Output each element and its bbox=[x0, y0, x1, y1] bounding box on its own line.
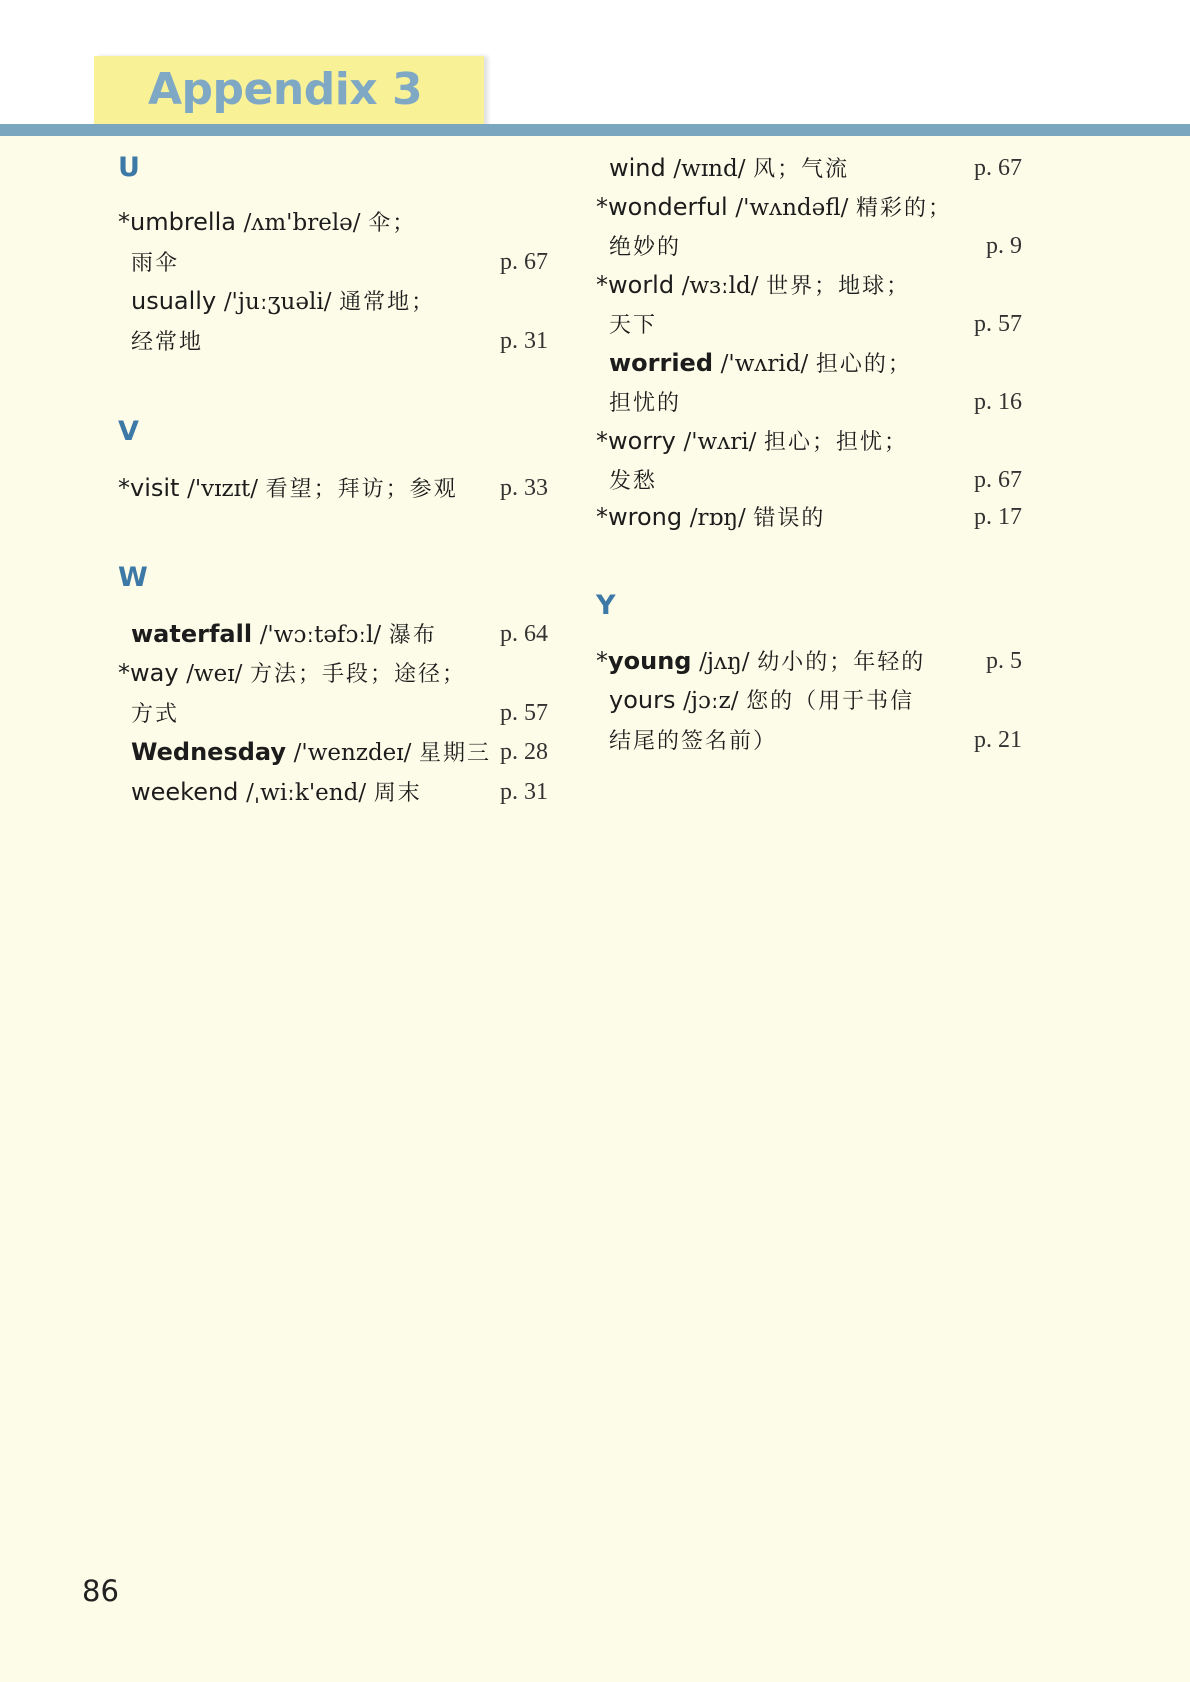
phonetic: /'juːʒuəli/ bbox=[223, 289, 332, 315]
phonetic: /'vɪzɪt/ bbox=[187, 476, 258, 502]
phonetic: /jɔːz/ bbox=[683, 688, 739, 714]
header-rule bbox=[0, 124, 1190, 136]
headword: visit bbox=[130, 474, 180, 502]
phonetic: /ʌm'brelə/ bbox=[243, 210, 361, 236]
phonetic: /wɜːld/ bbox=[681, 273, 759, 299]
translation: 通常地； bbox=[339, 290, 436, 315]
page-ref: p. 28 bbox=[500, 739, 548, 765]
phonetic: /weɪ/ bbox=[186, 661, 243, 687]
headword: umbrella bbox=[130, 208, 236, 236]
section-letter-v: V bbox=[118, 416, 139, 447]
translation: 错误的 bbox=[753, 506, 826, 531]
headword: worry bbox=[608, 427, 676, 455]
page-ref: p. 5 bbox=[986, 648, 1022, 674]
page-title: Appendix 3 bbox=[148, 64, 423, 115]
headword: weekend bbox=[131, 778, 239, 806]
translation: 周末 bbox=[373, 781, 422, 806]
page-ref: p. 64 bbox=[500, 621, 548, 647]
headword: wrong bbox=[608, 503, 683, 531]
headword: way bbox=[130, 659, 179, 687]
page-ref: p. 67 bbox=[974, 155, 1022, 181]
page-ref: p. 31 bbox=[500, 328, 548, 354]
page-ref: p. 33 bbox=[500, 475, 548, 501]
section-letter-u: U bbox=[118, 152, 140, 183]
phonetic: /wɪnd/ bbox=[673, 156, 746, 182]
page-ref: p. 67 bbox=[500, 249, 548, 275]
translation: 世界；地球； bbox=[766, 274, 911, 299]
translation: 幼小的；年轻的 bbox=[757, 650, 926, 675]
section-letter-w: W bbox=[118, 562, 148, 593]
translation: 经常地 bbox=[131, 330, 204, 355]
headword: yours bbox=[609, 686, 676, 714]
page-number: 86 bbox=[82, 1574, 119, 1608]
translation: 发愁 bbox=[609, 469, 658, 494]
phonetic: /rɒŋ/ bbox=[689, 505, 746, 531]
translation: 方式 bbox=[131, 702, 180, 727]
headword: Wednesday bbox=[131, 738, 287, 766]
phonetic: /'wʌndəfl/ bbox=[735, 195, 849, 221]
page-ref: p. 67 bbox=[974, 467, 1022, 493]
headword: waterfall bbox=[131, 620, 253, 648]
phonetic: /jʌŋ/ bbox=[699, 649, 750, 675]
page-ref: p. 21 bbox=[974, 727, 1022, 753]
page-ref: p. 16 bbox=[974, 389, 1022, 415]
translation: 担忧的 bbox=[609, 391, 682, 416]
translation: 您的（用于书信 bbox=[746, 689, 915, 714]
page-ref: p. 9 bbox=[986, 233, 1022, 259]
headword: wind bbox=[609, 154, 666, 182]
page-ref: p. 31 bbox=[500, 779, 548, 805]
phonetic: /'wenzdeɪ/ bbox=[293, 740, 412, 766]
translation: 星期三 bbox=[419, 741, 492, 766]
translation: 风；气流 bbox=[753, 157, 850, 182]
page-ref: p. 57 bbox=[500, 700, 548, 726]
headword: wonderful bbox=[608, 193, 728, 221]
phonetic: /'wɔːtəfɔːl/ bbox=[259, 622, 382, 648]
headword: world bbox=[608, 271, 675, 299]
translation: 方法；手段；途径； bbox=[249, 662, 466, 687]
headword: worried bbox=[609, 349, 714, 377]
phonetic: /'wʌrid/ bbox=[720, 351, 809, 377]
translation: 天下 bbox=[609, 313, 658, 338]
translation: 雨伞 bbox=[131, 251, 180, 276]
translation: 绝妙的 bbox=[609, 235, 682, 260]
phonetic: /ˌwiːk'end/ bbox=[246, 780, 367, 806]
headword: usually bbox=[131, 287, 217, 315]
translation: 看望；拜访；参观 bbox=[265, 477, 458, 502]
headword: young bbox=[608, 647, 692, 675]
translation: 精彩的； bbox=[856, 196, 953, 221]
page-ref: p. 17 bbox=[974, 504, 1022, 530]
section-letter-y: Y bbox=[596, 590, 616, 621]
translation: 瀑布 bbox=[388, 623, 437, 648]
translation: 伞； bbox=[368, 211, 417, 236]
translation: 结尾的签名前） bbox=[609, 729, 778, 754]
phonetic: /'wʌri/ bbox=[683, 429, 757, 455]
page-ref: p. 57 bbox=[974, 311, 1022, 337]
translation: 担心；担忧； bbox=[763, 430, 908, 455]
translation: 担心的； bbox=[815, 352, 912, 377]
